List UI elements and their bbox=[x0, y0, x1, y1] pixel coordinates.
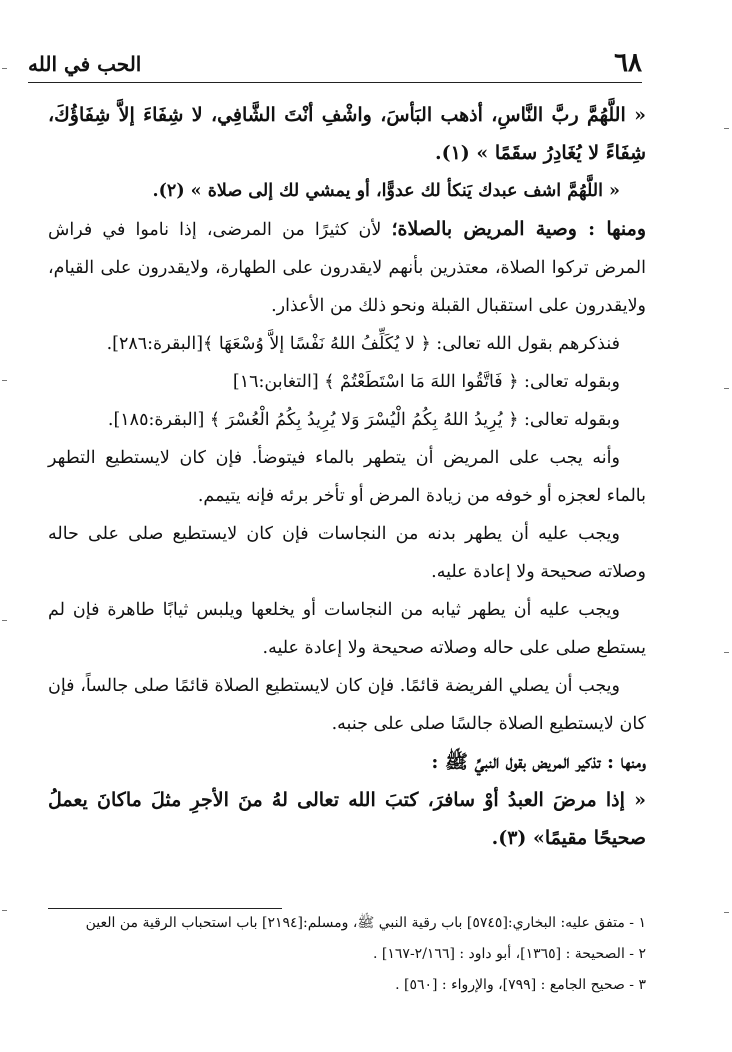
verse-line-2: وبقوله تعالى: ﴿ فَاتَّقُوا اللهَ مَا اسْتَطَعْتُمْ ﴾ [التغابن:١٦] bbox=[232, 372, 620, 392]
edge-mark bbox=[724, 912, 729, 913]
edge-mark bbox=[724, 128, 729, 129]
footnotes bbox=[48, 908, 646, 1001]
footnote-3: ٣ - صحيح الجامع : [٧٩٩]، والإرواء : [٥٦٠] . bbox=[395, 977, 646, 993]
paragraph-patient-prayer bbox=[48, 210, 646, 325]
footnote-1: ١ - متفق عليه: البخاري:[٥٧٤٥] باب رقية النبي ﷺ، ومسلم:[٢١٩٤] باب استحباب الرقية من العين bbox=[85, 915, 646, 931]
footnote-2: ٢ - الصحيحة : [١٣٦٥]، أبو داود : [٢/١٦٦-١٦٧] . bbox=[373, 946, 646, 962]
hadith-paragraph: « إذا مرضَ العبدُ أوْ سافرَ، كتبَ الله تعالى لهُ منَ الأجرِ مثلَ ماكانَ يعملُ صحيحًا مقيمًا» (٣). bbox=[48, 789, 646, 849]
running-title: الحب في الله bbox=[28, 52, 142, 76]
page-body bbox=[48, 96, 646, 857]
edge-mark bbox=[2, 68, 7, 69]
edge-mark bbox=[724, 388, 729, 389]
section-heading-prayer: ومنها : وصية المريض بالصلاة؛ bbox=[391, 218, 647, 240]
paragraph-body-cleanliness: ويجب عليه أن يطهر بدنه من النجاسات فإن كان لايستطيع صلى على حاله وصلاته صحيحة ولا إعادة عليه. bbox=[48, 524, 646, 582]
verse-line-1: فنذكرهم بقول الله تعالى: ﴿ لا يُكَلِّفُ اللهُ نَفْسًا إلاَّ وُسْعَهَا ﴾[البقرة:٢٨٦]. bbox=[106, 334, 620, 354]
footnote-divider bbox=[48, 908, 282, 909]
section-heading-reminder: ومنها : تذكير المريض بقول النبيِّ ﷺ : bbox=[431, 751, 646, 773]
verse-line-3: وبقوله تعالى: ﴿ يُرِيدُ اللهُ بِكُمُ الْيُسْرَ وَلا يُرِيدُ بِكُمُ الْعُسْرَ ﴾ [البقرة:١٨٥]. bbox=[107, 410, 620, 430]
dua-paragraph-2: « اللَّهُمَّ اشف عبدك يَنكأ لك عدوًّا، أو يمشي لك إلى صلاة » (٢). bbox=[152, 181, 620, 201]
paragraph-clothes-cleanliness: ويجب عليه أن يطهر ثيابه من النجاسات أو يخلعها ويلبس ثيابًا طاهرة فإن لم يستطع صلى على حاله وصلاته صحيحة ولا إعادة عليه. bbox=[48, 600, 646, 658]
edge-mark bbox=[2, 910, 7, 911]
edge-mark bbox=[2, 620, 7, 621]
page-number: ٦٨ bbox=[614, 48, 642, 78]
edge-mark bbox=[2, 380, 7, 381]
paragraph-standing-prayer: ويجب أن يصلي الفريضة قائمًا. فإن كان لايستطيع الصلاة قائمًا صلى جالساً، فإن كان لايستطيع الصلاة جالسًا صلى على جنبه. bbox=[48, 676, 646, 734]
edge-mark bbox=[724, 652, 729, 653]
page-header bbox=[28, 44, 642, 83]
paragraph-purification: وأنه يجب على المريض أن يتطهر بالماء فيتوضأ. فإن كان لايستطيع التطهر بالماء لعجزه أو خوفه من زيادة المرض أو تأخر برئه فإنه يتيمم. bbox=[48, 448, 646, 506]
dua-paragraph-1: « اللَّهُمَّ ربَّ النَّاسِ، أذهب البَأسَ، واشْفِ أنْتَ الشَّافِي، لا شِفَاءَ إلاَّ شِفَاؤُكَ، شِفَاءً لا يُغَادِرُ سقَمًا » (١). bbox=[48, 104, 646, 164]
paragraph-text: لأن كثيرًا من المرضى، إذا ناموا في فراش المرض تركوا الصلاة، معتذرين بأنهم لايقدرون على الطهارة، ولايقدرون على القيام، ولايقدرون على استقبال القبلة ونحو ذلك من الأعذار. bbox=[48, 220, 646, 316]
